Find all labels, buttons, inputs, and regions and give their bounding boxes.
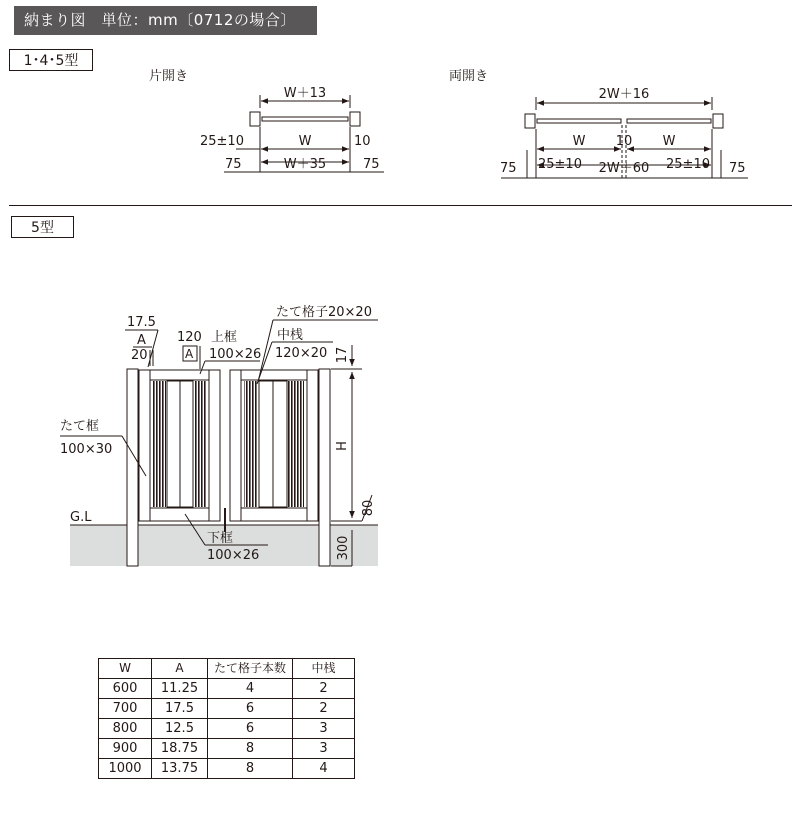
dim-25pm10: 25±10 — [200, 134, 244, 149]
table-header-cell: たて格子本数 — [208, 659, 293, 679]
table-row — [99, 679, 355, 699]
table-cell: 18.75 — [152, 739, 208, 759]
table-cell: 4 — [293, 759, 355, 779]
table-cell: 2 — [293, 699, 355, 719]
vert-frame-label: たて框 — [60, 419, 100, 434]
dim-w-plus-35: W＋35 — [283, 157, 327, 172]
double-post-right — [713, 114, 723, 128]
table-row — [99, 699, 355, 719]
single-post-left — [250, 112, 260, 126]
single-door-leaf — [262, 117, 348, 121]
table-cell: 12.5 — [152, 719, 208, 739]
dim-17: 17 — [335, 346, 350, 364]
dim-120: 120 — [177, 330, 202, 345]
dim-w-right: W — [662, 134, 676, 149]
top-frame-label: 上框 — [211, 330, 238, 345]
table-header-cell: A — [152, 659, 208, 679]
double-door-leaf-right — [627, 119, 711, 123]
vert-frame-size: 100×30 — [60, 442, 113, 457]
dim-post-right-75: 75 — [363, 157, 380, 172]
table-cell: 17.5 — [152, 699, 208, 719]
table-cell: 800 — [99, 719, 152, 739]
table-cell: 900 — [99, 739, 152, 759]
dim-10: 10 — [354, 134, 371, 149]
single-post-right — [350, 112, 360, 126]
dim-post-left-75: 75 — [225, 157, 242, 172]
table-cell: 1000 — [99, 759, 152, 779]
table-row — [99, 739, 355, 759]
table-cell: 600 — [99, 679, 152, 699]
bottom-frame-label: 下框 — [207, 531, 234, 546]
dim-gap-10: 10 — [615, 134, 633, 149]
mid-rail-size: 120×20 — [275, 346, 328, 361]
dim-a-label: A — [137, 333, 146, 348]
page-title: 納まり図 単位：mm〔0712の場合〕 — [14, 6, 317, 35]
dim-20: 20 — [131, 348, 148, 363]
table-cell: 3 — [293, 739, 355, 759]
mid-rail-label: 中桟 — [277, 328, 304, 343]
double-swing-plan — [449, 69, 748, 178]
spec-table — [98, 658, 355, 779]
table-cell: 3 — [293, 719, 355, 739]
double-swing-caption: 両開き — [449, 69, 489, 84]
dim-w: W — [298, 134, 312, 149]
bottom-frame-size: 100×26 — [207, 548, 260, 563]
gl-label: G.L — [70, 510, 92, 525]
dim-17-5: 17.5 — [127, 315, 156, 330]
table-cell: 8 — [208, 739, 293, 759]
gate-leaf-right — [230, 370, 318, 521]
type5-elevation — [60, 304, 378, 566]
table-cell: 13.75 — [152, 759, 208, 779]
double-post-left — [525, 114, 535, 128]
dim-2w-plus-60: 2W＋60 — [598, 161, 650, 176]
table-row — [99, 719, 355, 739]
single-swing-plan — [149, 68, 384, 172]
top-frame-size: 100×26 — [209, 347, 262, 362]
table-cell: 700 — [99, 699, 152, 719]
lattice-label: たて格子20×20 — [276, 305, 372, 320]
table-cell: 8 — [208, 759, 293, 779]
dim-a-box-label: A — [185, 347, 194, 361]
post-right — [319, 369, 330, 566]
post-left — [127, 369, 138, 566]
single-swing-caption: 片開き — [149, 69, 189, 84]
dim-double-tol-left: 25±10 — [538, 157, 582, 172]
dim-300: 300 — [336, 535, 351, 561]
table-header-row — [99, 659, 355, 679]
dim-h: H — [335, 441, 350, 451]
dim-double-post-left-75: 75 — [500, 161, 517, 176]
dim-2w-plus-16: 2W＋16 — [598, 87, 650, 102]
table-cell: 2 — [293, 679, 355, 699]
dim-w-left: W — [572, 134, 586, 149]
dim-double-tol-right: 25±10 — [666, 157, 710, 172]
section-label-types-1-4-5: 1･4･5型 — [9, 49, 93, 71]
dim-w-plus-13: W＋13 — [283, 86, 327, 101]
double-door-leaf-left — [537, 119, 621, 123]
table-cell: 6 — [208, 719, 293, 739]
table-row — [99, 759, 355, 779]
table-header-cell: W — [99, 659, 152, 679]
table-cell: 6 — [208, 699, 293, 719]
table-header-cell: 中桟 — [293, 659, 355, 679]
gate-leaf-left — [139, 370, 220, 521]
dim-80: 80 — [361, 499, 376, 517]
dim-double-post-right-75: 75 — [729, 161, 746, 176]
section-label-type-5: 5型 — [11, 216, 74, 238]
table-cell: 4 — [208, 679, 293, 699]
table-cell: 11.25 — [152, 679, 208, 699]
